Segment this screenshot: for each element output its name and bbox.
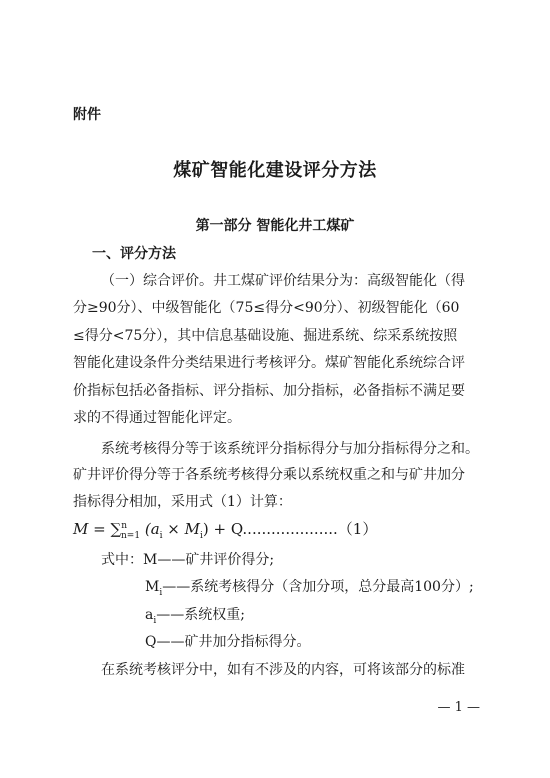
formula-m-sub: i	[200, 531, 203, 541]
definition-ai: $a_i——$系统权重;	[145, 607, 245, 626]
page-number: — 1 —	[437, 700, 480, 715]
section-heading: 一、评分方法	[92, 246, 176, 262]
paragraph-line: 在系统考核评分中，如有不涉及的内容，可将该部分的标准	[101, 662, 465, 678]
paragraph-line: 求的不得通过智能化评定。	[73, 410, 241, 426]
formula-number: （1）	[337, 520, 378, 538]
paragraph-line: 价指标包括必备指标、评分指标、加分指标，必备指标不满足要	[73, 383, 465, 399]
formula-a-sub: i	[159, 531, 163, 541]
formula	[73, 518, 377, 541]
formula-sub: n=1	[120, 531, 141, 541]
paragraph-line: （一）综合评价。井工煤矿评价结果分为：高级智能化（得	[101, 273, 465, 289]
definition-q: Q——矿井加分指标得分。	[145, 634, 311, 650]
paragraph-line: 矿井评价得分等于各系统考核得分乘以系统权重之和与矿井加分	[73, 467, 465, 483]
paragraph-line: ≤得分<75分），其中信息基础设施、掘进系统、综采系统按照	[73, 328, 458, 344]
formula-q: ) + Q	[202, 520, 243, 538]
formula-lhs: M	[73, 520, 89, 538]
definition-mi: $M_i——$系统考核得分（含加分项，总分最高100分）;	[145, 579, 474, 598]
formula-dots: ....................	[242, 520, 338, 538]
paragraph-line: 智能化建设条件分类结果进行考核评分。煤矿智能化系统综合评	[73, 355, 465, 371]
annex-label: 附件	[73, 107, 101, 123]
formula-sum: = ∑	[93, 520, 122, 538]
formula-a: (a	[144, 520, 160, 538]
formula-sup: n	[121, 521, 127, 531]
paragraph-line: 指标得分相加，采用式（1）计算：	[73, 494, 292, 510]
part-heading: 第一部分 智能化井工煤矿	[195, 218, 355, 234]
formula-m: × M	[162, 520, 200, 538]
paragraph-line: 分≥90分）、中级智能化（75≤得分<90分）、初级智能化（60	[73, 300, 460, 316]
definition-intro: 式中：M——矿井评价得分;	[101, 552, 275, 568]
document-title: 煤矿智能化建设评分方法	[173, 160, 377, 181]
paragraph-line: 系统考核得分等于该系统评分指标得分与加分指标得分之和。	[101, 441, 479, 457]
